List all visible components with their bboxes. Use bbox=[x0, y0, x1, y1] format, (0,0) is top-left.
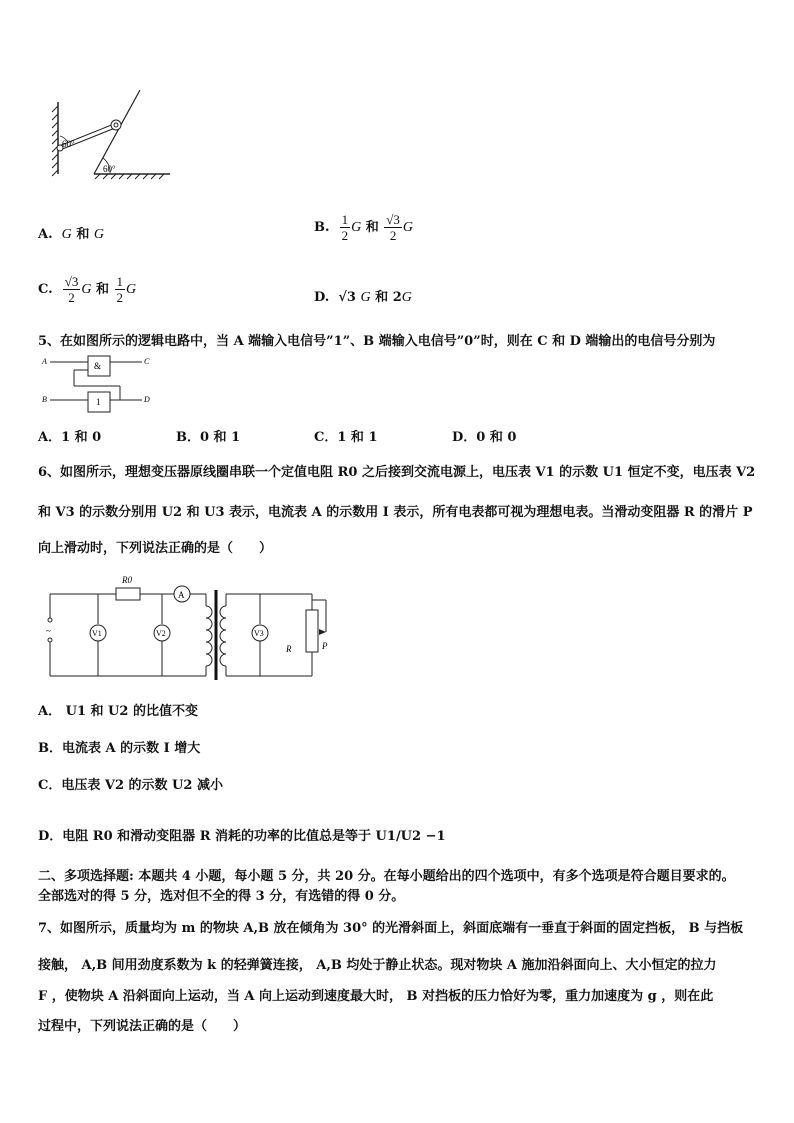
logic-circuit-figure bbox=[38, 354, 158, 416]
q7-line2: 接触， A,B 间用劲度系数为 k 的轻弹簧连接， A,B 均处于静止状态。现对物块 A 施加沿斜面向上、大小恒定的拉力 bbox=[38, 958, 717, 973]
rod-wall-figure bbox=[48, 88, 173, 180]
v1-label: V1 bbox=[92, 629, 102, 638]
q6-option-d[interactable]: D．电阻 R0 和滑动变阻器 R 消耗的功率的比值总是等于 U1/U2 −1 bbox=[38, 829, 446, 844]
q5-stem: 5、在如图所示的逻辑电路中，当 A 端输入电信号”1”、B 端输入电信号”0”时，则在 C 和 D 端输出的电信号分别为 bbox=[38, 334, 716, 349]
q6-stem-line3: 向上滑动时，下列说法正确的是（ ） bbox=[38, 541, 273, 556]
v2-label: V2 bbox=[156, 629, 166, 638]
q4-option-b[interactable]: B. $\frac{1}{2}$ G 和 $\frac{√3}{2}$ G bbox=[314, 212, 414, 243]
q5-option-d[interactable]: D．0 和 0 bbox=[452, 430, 517, 445]
q4-option-c[interactable]: C. $\frac{√3}{2}$ G 和 $\frac{1}{2}$ G bbox=[38, 274, 137, 305]
q5-option-b[interactable]: B．0 和 1 bbox=[176, 430, 241, 445]
q7-line3: F ，使物块 A 沿斜面向上运动，当 A 向上运动到速度最大时， B 对挡板的压力恰好为零，重力加速度为 g ，则在此 bbox=[38, 989, 714, 1004]
q6-option-c[interactable]: C．电压表 V2 的示数 U2 减小 bbox=[38, 778, 223, 793]
q4-option-a[interactable]: A. G 和 G bbox=[38, 227, 104, 242]
q6-option-b[interactable]: B．电流表 A 的示数 I 增大 bbox=[38, 741, 201, 756]
logic-b-label: B bbox=[42, 395, 47, 404]
not-gate-label: 1 bbox=[96, 397, 101, 407]
q5-option-a[interactable]: A．1 和 0 bbox=[38, 430, 102, 445]
ammeter-label: A bbox=[178, 590, 185, 600]
logic-a-label: A bbox=[42, 357, 47, 366]
transformer-circuit-figure bbox=[40, 572, 340, 684]
logic-d-label: D bbox=[144, 395, 150, 404]
v3-label: V3 bbox=[254, 629, 264, 638]
r0-label: R0 bbox=[122, 575, 132, 585]
p-label: P bbox=[322, 641, 328, 651]
q7-line4: 过程中，下列说法正确的是（ ） bbox=[38, 1019, 247, 1034]
q6-stem-line2: 和 V3 的示数分别用 U2 和 U3 表示，电流表 A 的示数用 I 表示，所有电表都可视为理想电表。当滑动变阻器 R 的滑片 P bbox=[38, 505, 753, 520]
and-gate-label: & bbox=[94, 361, 102, 371]
angle-bottom-label: 60° bbox=[103, 164, 116, 174]
logic-c-label: C bbox=[144, 357, 150, 366]
section2-line1: 二、多项选择题: 本题共 4 小题，每小题 5 分，共 20 分。在每小题给出的四个选项中，有多个选项是符合题目要求的。 bbox=[38, 869, 735, 884]
angle-left-label: 60° bbox=[62, 139, 75, 149]
q6-stem-line1: 6、如图所示，理想变压器原线圈串联一个定值电阻 R0 之后接到交流电源上，电压表 V1 的示数 U1 恒定不变，电压表 V2 bbox=[38, 465, 756, 480]
q7-line1: 7、如图所示，质量均为 m 的物块 A,B 放在倾角为 30° 的光滑斜面上，斜面底端有一垂直于斜面的固定挡板， B 与挡板 bbox=[38, 921, 744, 936]
section2-line2: 全部选对的得 5 分，选对但不全的得 3 分，有选错的得 0 分。 bbox=[38, 889, 405, 904]
q5-option-c[interactable]: C．1 和 1 bbox=[314, 430, 378, 445]
r-label: R bbox=[286, 644, 292, 654]
q6-option-a[interactable]: A． U1 和 U2 的比值不变 bbox=[38, 704, 198, 719]
q4-option-d[interactable]: D. √3 G 和 2G bbox=[314, 290, 412, 305]
ac-source-label: ~ bbox=[46, 626, 51, 636]
